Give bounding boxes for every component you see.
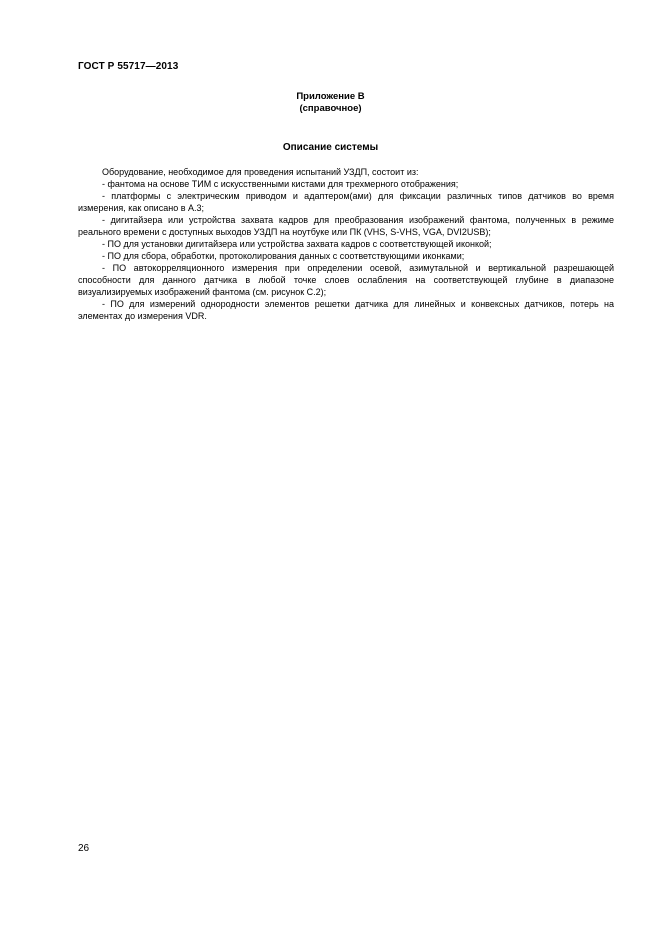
- section-title: Описание системы: [282, 142, 379, 153]
- paragraph-intro: Оборудование, необходимое для проведения испытаний УЗДП, состоит из:: [102, 167, 419, 177]
- list-item-phantom: - фантома на основе ТИМ с искусственными кистами для трехмерного отображения;: [102, 179, 459, 189]
- body-text: [78, 166, 614, 322]
- page-number: 26: [78, 843, 90, 854]
- list-item-software-install: - ПО для установки дигитайзера или устройства захвата кадров с соответствующей иконкой;: [102, 239, 492, 249]
- list-item-software-autocorrelation: - ПО автокорреляционного измерения при определении осевой, азимутальной и вертикальной разрешающей способности для данного датчика в любой точке слоев ослабления на соответствующей глубине в диапазоне визуализируемых изображений фантома (см. рисунок С.2);: [78, 263, 614, 297]
- list-item-software-processing: - ПО для сбора, обработки, протоколирования данных с соответствующими иконками;: [102, 251, 465, 261]
- appendix-type: (справочное): [299, 103, 362, 114]
- list-item-platform: - платформы с электрическим приводом и адаптером(ами) для фиксации различных типов датчиков во время измерения, как описано в А.3;: [78, 191, 614, 213]
- appendix-heading: [0, 91, 661, 115]
- list-item-digitizer: - дигитайзера или устройства захвата кадров для преобразования изображений фантома, полученных в режиме реального времени с доступных выходов УЗДП на ноутбуке или ПК (VHS, S-VHS, VGA, DVI2USB);: [78, 215, 614, 237]
- list-item-software-uniformity: - ПО для измерений однородности элементов решетки датчика для линейных и конвексных датчиков, потерь на элементах до измерения VDR.: [78, 299, 614, 321]
- document-header: ГОСТ Р 55717—2013: [78, 61, 179, 72]
- appendix-title: Приложение В: [296, 91, 365, 102]
